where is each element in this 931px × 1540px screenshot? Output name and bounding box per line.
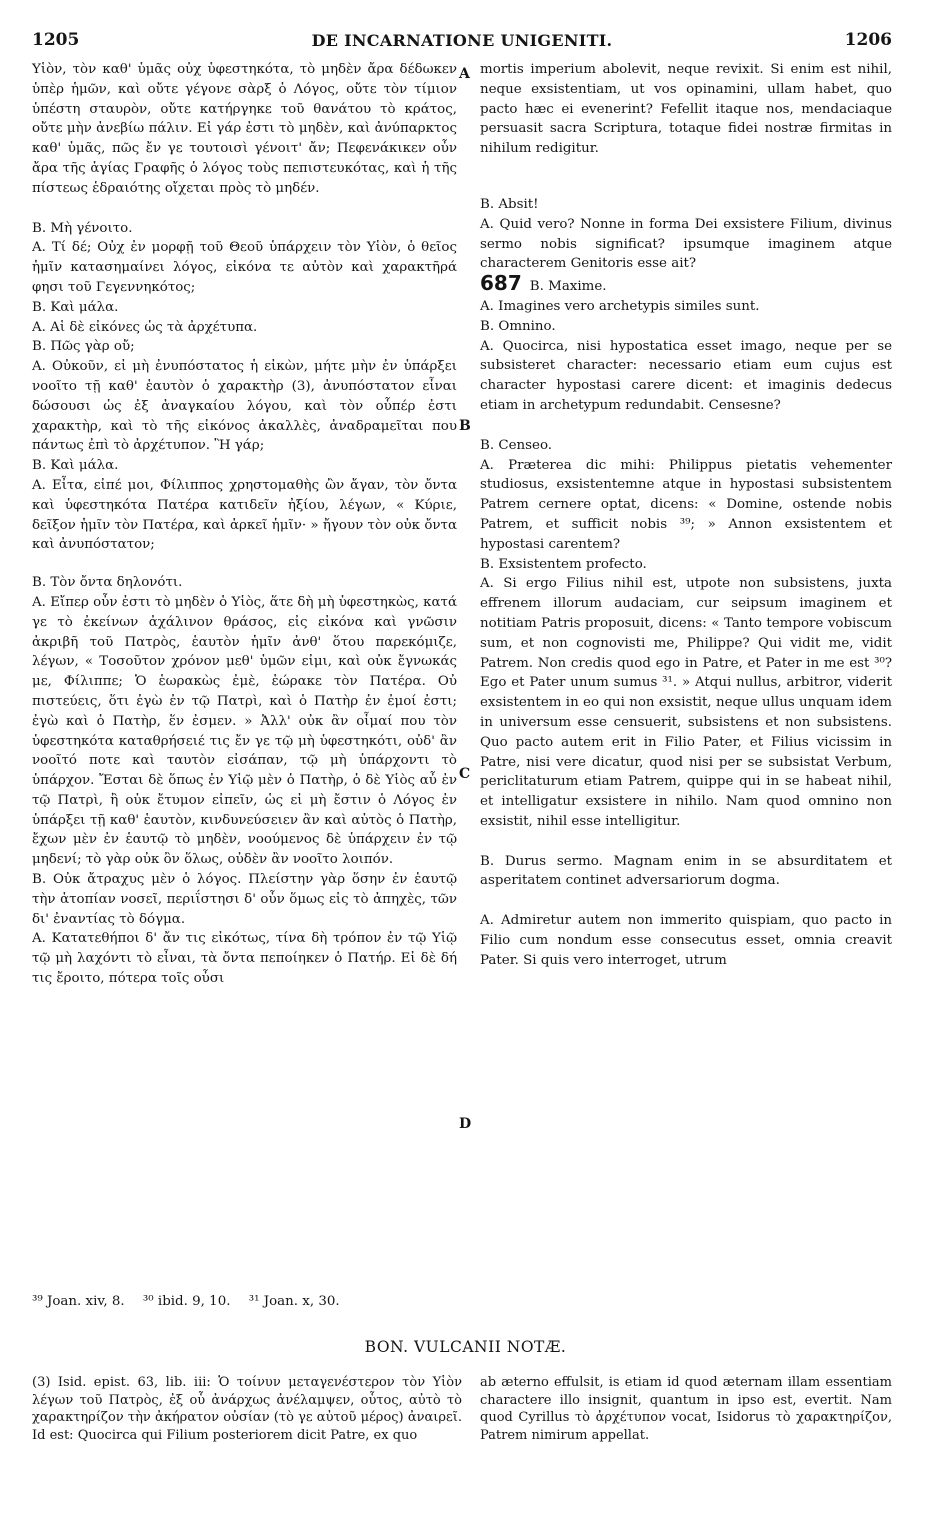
greek-paragraph: Β. Καὶ μάλα. xyxy=(32,299,119,315)
latin-paragraph: A. Præterea dic mihi: Philippus pietatis vehementer studiosus, exsistentemne atque in hypostasi subsistentem Patrem cernere optat, dicens: « Domine, ostende nobis Patrem, et sufficit nobis ³⁹; » Annon exsistentem et hypostasi carentem? xyxy=(480,457,892,552)
page-header xyxy=(32,30,892,56)
latin-paragraph: B. Omnino. xyxy=(480,318,556,334)
reference: ³⁹ Joan. xiv, 8. xyxy=(32,1294,125,1309)
page-number-left: 1205 xyxy=(32,30,80,50)
running-title: DE INCARNATIONE UNIGENITI. xyxy=(311,31,613,50)
latin-paragraph: B. Absit! xyxy=(480,196,539,212)
greek-text-column xyxy=(32,60,457,989)
section-marker-d: D xyxy=(459,1116,472,1132)
greek-paragraph: Α. Εἶτα, εἰπέ μοι, Φίλιππος χρηστομαθὴς ὢν ἄγαν, τὸν ὄντα καὶ ὑφεστηκότα Πατέρα κατιδεῖν ἠξίου, λέγων, « Κύριε, δεῖξον ἡμῖν τὸν Πατέρα, καὶ ἀρκεῖ ἡμῖν· » ἤγουν τὸν οὐκ ὄντα καὶ ἀνυπόστατον; xyxy=(32,477,457,553)
section-marker-c: C xyxy=(459,766,471,782)
greek-paragraph: Α. Οὐκοῦν, εἰ μὴ ἐνυπόστατος ἡ εἰκὼν, μήτε μὴν ἐν ὑπάρξει νοοῖτο τῇ καθ' ἑαυτὸν ὁ χαρακτὴρ (3), ἀνυπόστατον εἶναι δώσουσι ὡς ἐξ ἀναγκαίου λόγου, καὶ τὸν οὗπέρ ἐστι χαρακτὴρ, καὶ τὸ τῆς εἰκόνος ἀκαλλὲς, ἀναδραμεῖται που πάντως ἐπὶ τὸ ἀρχέτυπον. Ἢ γάρ; xyxy=(32,359,457,454)
latin-paragraph: A. Quocirca, nisi hypostatica esset imago, neque per se subsisteret character: necessario etiam eum cujus est character hypostasi carere dicent: et imaginis dedecus etiam in archetypum redundabit. Censesne? xyxy=(480,338,892,413)
greek-paragraph: Α. Αἱ δὲ εἰκόνες ὡς τὰ ἀρχέτυπα. xyxy=(32,319,258,335)
greek-paragraph: Α. Τί δέ; Οὐχ ἐν μορφῇ τοῦ Θεοῦ ὑπάρχειν τὸν Υἱὸν, ὁ θεῖος ἡμῖν κατασημαίνει λόγος, εἰκόνα τε αὐτὸν καὶ χαρακτῆρά φησι τοῦ Γεγεννηκότος; xyxy=(32,240,457,295)
reference: ³¹ Joan. x, 30. xyxy=(248,1294,340,1309)
greek-paragraph: Β. Πῶς γὰρ οὔ; xyxy=(32,339,135,355)
latin-paragraph: A. Admiretur autem non immerito quispiam, quo pacto in Filio cum nondum esse consecutus esset, omnia creavit Pater. Si quis vero interroget, utrum xyxy=(480,913,892,968)
latin-paragraph: A. Imagines vero archetypis similes sunt. xyxy=(480,298,760,314)
greek-paragraph: Β. Καὶ μάλα. xyxy=(32,458,119,474)
scripture-references xyxy=(32,1294,472,1309)
latin-paragraph: B. Exsistentem profecto. xyxy=(480,556,647,572)
greek-paragraph: Β. Μὴ γένοιτο. xyxy=(32,220,133,236)
greek-paragraph: Α. Κατατεθήποι δ' ἄν τις εἰκότως, τίνα δὴ τρόπον ἐν τῷ Υἱῷ τῷ μὴ λαχόντι τὸ εἶναι, τὰ ὄντα πεποίηκεν ὁ Πατήρ. Εἰ δὲ δή τις ἔροιτο, πότερα τοῖς οὖσι xyxy=(32,931,457,987)
latin-paragraph: mortis imperium abolevit, neque revixit. Si enim est nihil, neque exsistentiam, ut vos opinamini, ullam habet, quo pacto hæc ei evenerint? Fefellit itaque nos, mendaciaque persuasit sacra Scriptura, totaque fidei nostræ firmitas in nihilum redigitur. xyxy=(480,62,892,157)
latin-paragraph xyxy=(480,271,892,297)
notes-title: BON. VULCANII NOTÆ. xyxy=(364,1338,567,1356)
latin-speaker-line: B. Maxime. xyxy=(529,279,607,295)
latin-paragraph: B. Durus sermo. Magnam enim in se absurditatem et asperitatem continet adversariorum dogma. xyxy=(480,853,892,889)
greek-paragraph: Υἱὸν, τὸν καθ' ὑμᾶς οὐχ ὑφεστηκότα, τὸ μηδὲν ἄρα δέδωκεν ὑπὲρ ἡμῶν, καὶ οὔτε γέγονε σὰρξ ὁ Λόγος, οὔτε τὸν τίμιον ὑπέστη σταυρὸν, οὔτε κατήργηκε τοῦ θανάτου τὸ κράτος, οὔτε μὴν ἀνεβίω πάλιν. Εἰ γάρ ἐστι τὸ μηδὲν, καὶ ἀνύπαρκτος καθ' ὑμᾶς, πῶς ἔν γε τουτοισὶ γένοιτ' ἄν; Πεφενάκικεν οὖν ἄρα τῆς ἁγίας Γραφῆς ὁ λόγος τοὺς πεπιστευκότας, καὶ ἡ τῆς πίστεως ἑδραιότης οἴχεται πρὸς τὸ μηδέν. xyxy=(32,62,457,196)
section-marker-b: B xyxy=(459,418,471,434)
latin-text-column xyxy=(480,60,892,971)
section-marker-a: A xyxy=(459,66,470,82)
greek-paragraph: Β. Τὸν ὄντα δηλονότι. xyxy=(32,575,183,591)
notes-right-column xyxy=(480,1374,892,1444)
greek-paragraph: Α. Εἴπερ οὖν ἐστι τὸ μηδὲν ὁ Υἱὸς, ἅτε δὴ μὴ ὑφεστηκὼς, κατά γε τὸ ἐκείνων ἀχάλινον θράσος, εἰς εἰκόνα καὶ γνῶσιν ἀκριβῆ τοῦ Πατρὸς, ἑαυτὸν ἡμῖν ἀνθ' ὅτου παρεκόμιζε, λέγων, « Τοσοῦτον χρόνον μεθ' ὑμῶν εἰμι, καὶ οὐκ ἔγνωκάς με, Φίλιππε; Ὁ ἑωρακὼς ἐμὲ, ἑώρακε τὸν Πατέρα. Οὐ πιστεύεις, ὅτι ἐγὼ ἐν τῷ Πατρὶ, καὶ ὁ Πατὴρ ἐν ἐμοί ἐστι; ἐγὼ καὶ ὁ Πατὴρ, ἕν ἐσμεν. » Ἀλλ' οὐκ ἂν οἶμαί που τὸν ὑφεστηκότα καταθρήσειέ τις ἔν γε τῷ μὴ ὑφεστηκότι, οὐδ' ἂν νοοῖτό ποτε καὶ ταυτὸν εἰσάπαν, τῷ μὴ ὑπάρχοντι τὸ ὑπάρχον. Ἔσται δὲ ὅπως ἐν Υἱῷ μὲν ὁ Πατὴρ, ὁ δὲ Υἱὸς αὖ ἐν τῷ Πατρὶ, ἢ οὐκ ἔτυμον εἰπεῖν, ὡς εἰ μὴ ἔστιν ὁ Λόγος ἐν ὑπάρξει τῇ καθ' ἑαυτὸν, κινδυνεύσειεν ἂν καὶ αὐτὸς ὁ Πατὴρ, ἔχων μὲν ἐν ἑαυτῷ τὸ μηδὲν, νοούμενος δὲ ὑπάρχειν ἐν τῷ μηδενί; τὸ γὰρ οὐκ ὂν ὅλως, οὐδὲν ἂν νοοῖτο λοιπόν. xyxy=(32,594,457,868)
page-number-right: 1206 xyxy=(844,30,892,50)
column-number: 687 xyxy=(480,271,522,296)
latin-paragraph: A. Quid vero? Nonne in forma Dei exsistere Filium, divinus sermo nobis significat? ipsumque imaginem atque characterem Genitoris esse ait? xyxy=(480,216,892,272)
note-text: (3) Isid. epist. 63, lib. iii: Ὁ τοίνυν μεταγενέστερον τὸν Υἱὸν λέγων τοῦ Πατρὸς, ἐξ οὗ ἀνάρχως ἀνέλαμψεν, οὗτος, αὐτὸ τὸ χαρακτηρίζον τὴν ἀκήρατον οὐσίαν (τὸ γε αὐτοῦ μέρος) ἀναιρεῖ. Id est: Quocirca qui Filium posteriorem dicit Patre, ex quo xyxy=(32,1375,462,1443)
note-text: ab æterno effulsit, is etiam id quod æternam illam essentiam charactere illo insignit, quantum in ipso est, evertit. Nam quod Cyrillus τὸ ἀρχέτυπον vocat, Isidorus τὸ χαρακτηρίζον, Patrem nimirum appellat. xyxy=(480,1375,892,1443)
latin-paragraph: B. Censeo. xyxy=(480,437,553,453)
latin-paragraph: A. Si ergo Filius nihil est, utpote non subsistens, juxta effrenem illorum audaciam, cur seipsum imaginem et notitiam Patris proposuit, dicens: « Tanto tempore vobiscum sum, et non cognovisti me, Philippe? Qui vidit me, vidit Patrem. Non credis quod ego in Patre, et Pater in me est ³⁰? Ego et Pater unum sumus ³¹. » Atqui nullus, arbitror, viderit exsistentem in eo qui non exsistit, neque ullus unquam idem in universum esse censuerit, subsistens et non subsistens. Quo pacto autem erit in Filio Pater, et Filius vicissim in Patre, nisi vere dicatur, quod nisi per se subsistat Verbum, periclitaturum etiam Patrem, quippe qui in se habeat nihil, et intelligatur exsistere in nihilo. Nam quod omnino non exsistit, nihil esse intelligitur. xyxy=(480,576,892,829)
notes-left-column xyxy=(32,1374,462,1444)
greek-paragraph: Β. Οὐκ ἄτραχυς μὲν ὁ λόγος. Πλείστην γὰρ ὅσην ἐν ἑαυτῷ τὴν ἀτοπίαν νοσεῖ, περιΐστησι δ' οὖν ὅμως εἰς τὸ ἀπηχὲς, τῶν δι' ἐναντίας τὸ δόγμα. xyxy=(32,872,457,927)
reference: ³⁰ ibid. 9, 10. xyxy=(142,1294,231,1309)
